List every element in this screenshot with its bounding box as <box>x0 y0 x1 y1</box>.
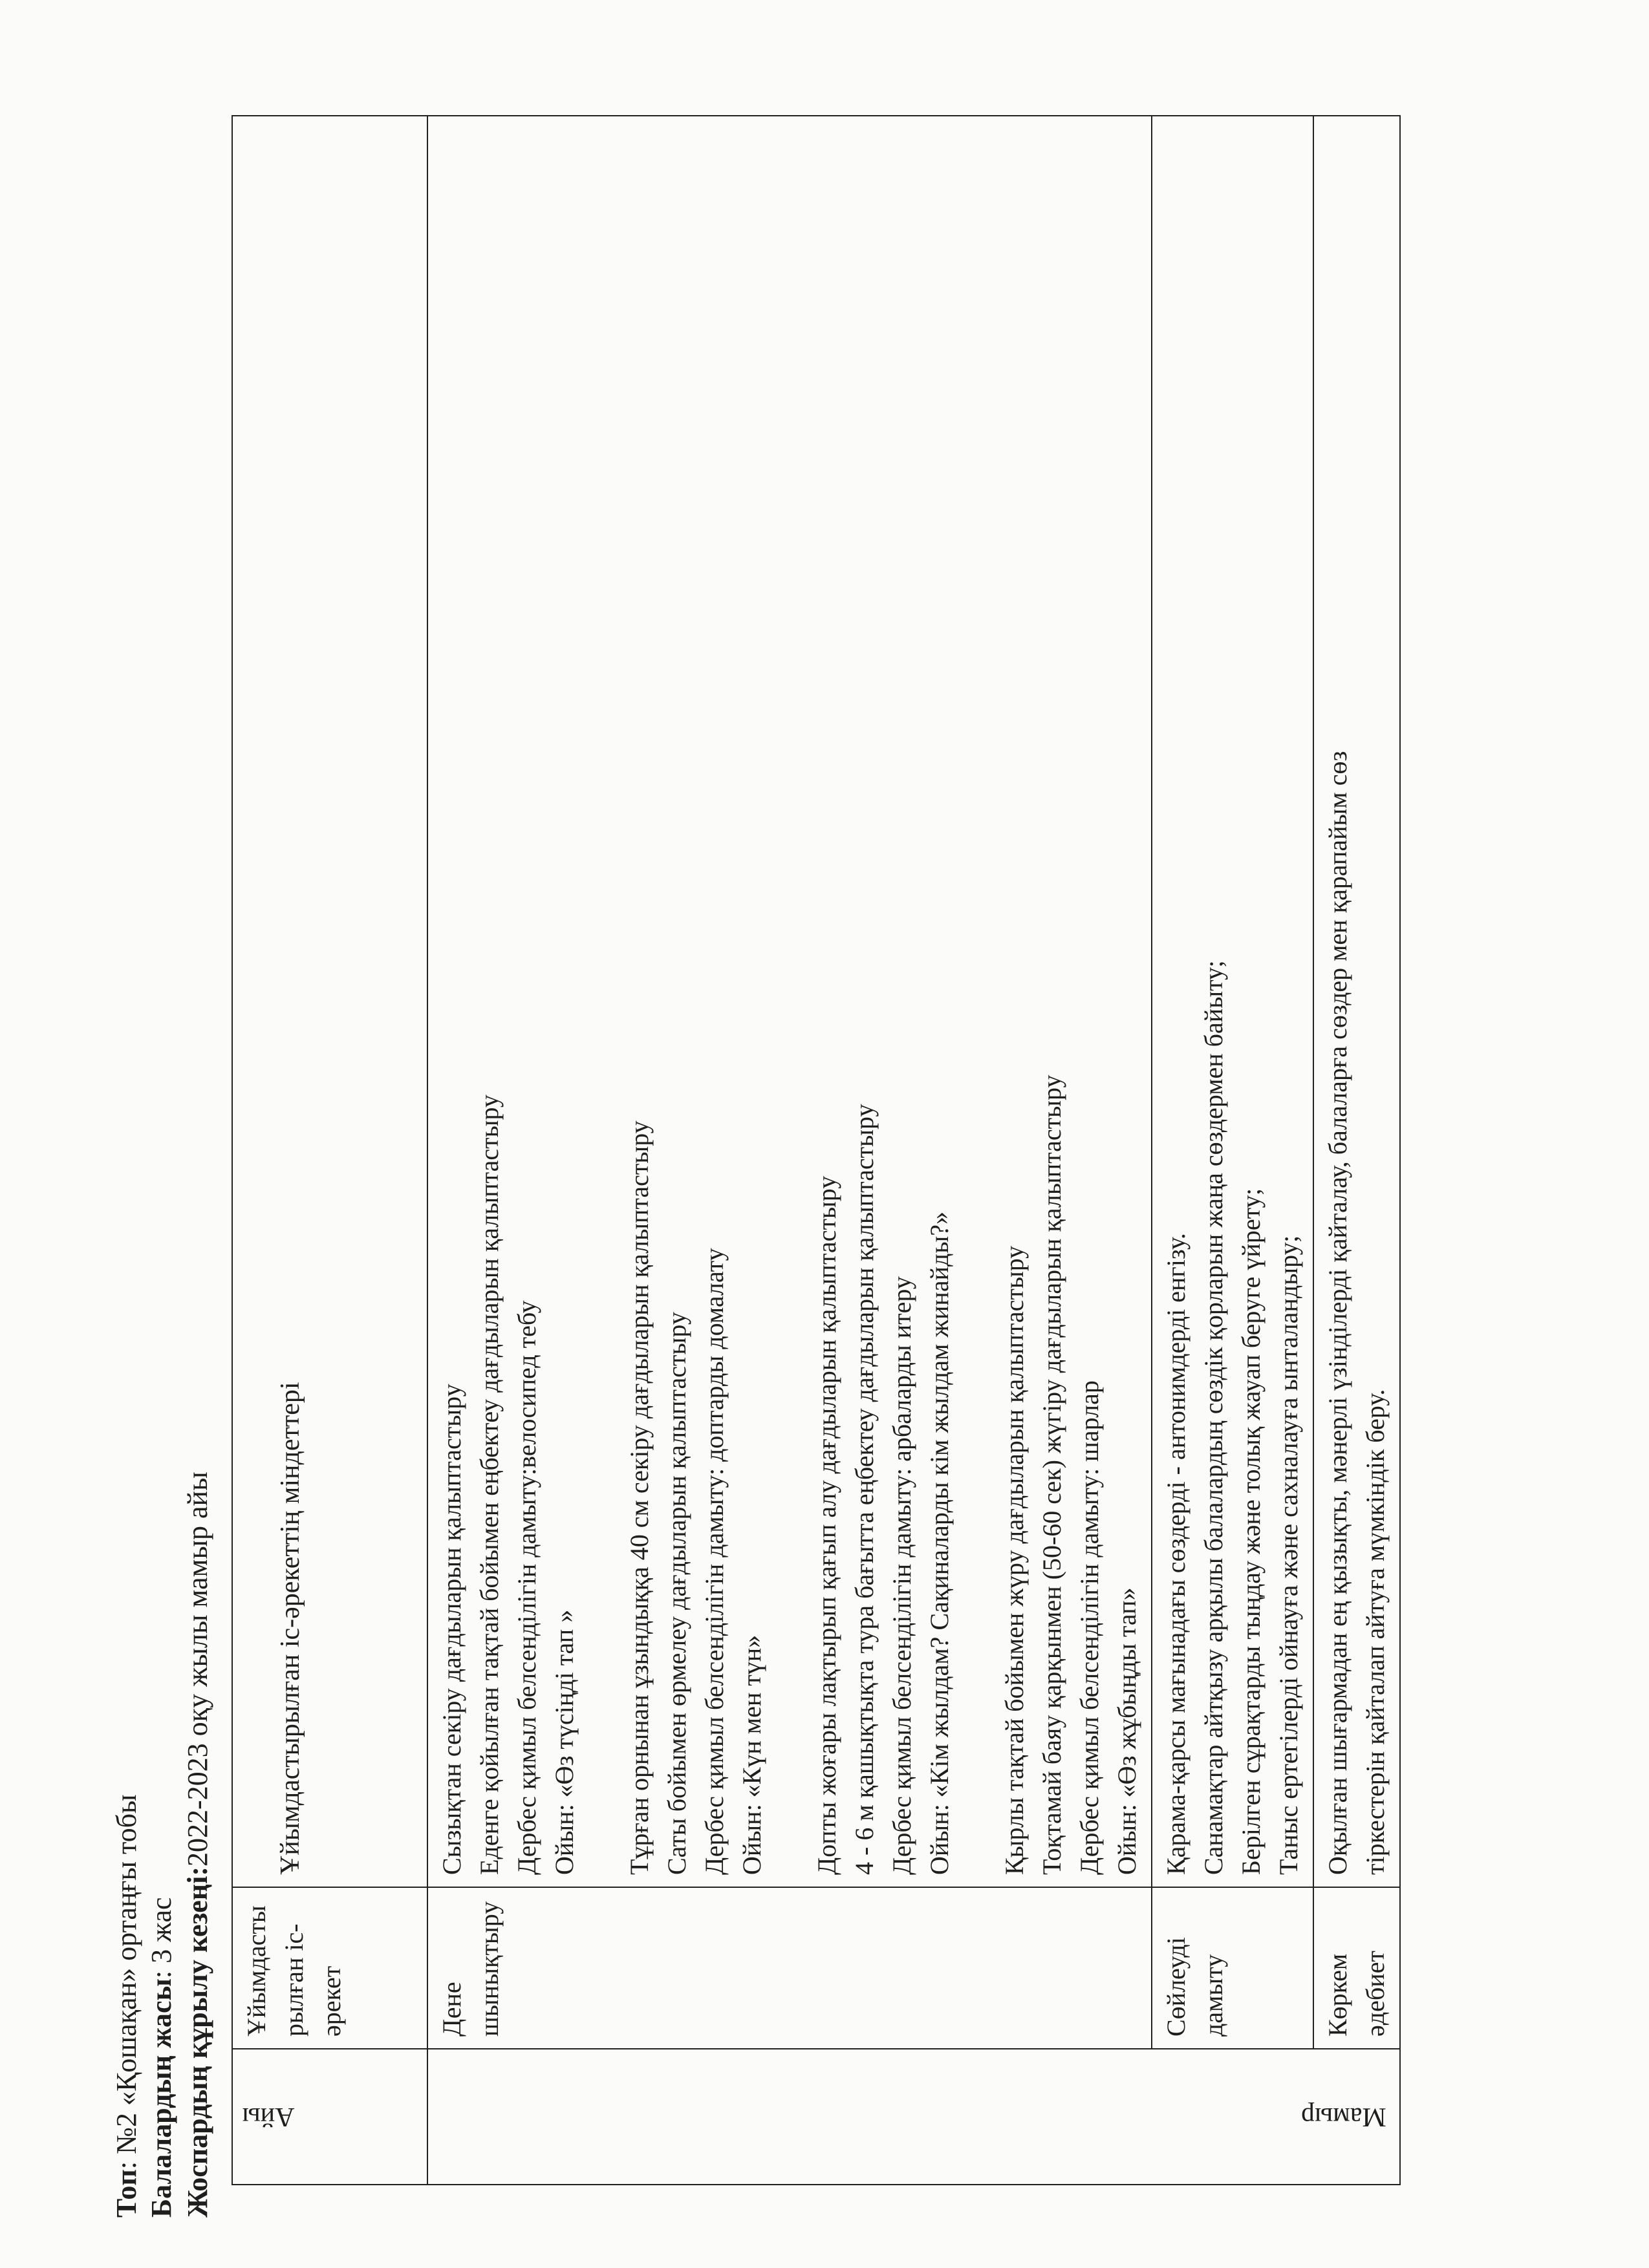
month-header-cell <box>232 2049 427 2185</box>
task-line: Дербес қимыл белсенділігін дамыту: доптарды домалату <box>700 1248 729 1875</box>
task-line: Қарама-қарсы мағынадағы сөздерді - антонимдерді енгізу. <box>1161 1233 1191 1875</box>
task-line: Оқылған шығармадан ең қызықты, мәнерлі үзінділерді қайталау, балаларға сөздер мен қарапайым сөз <box>1323 751 1352 1875</box>
activity-cell <box>1152 1887 1313 2049</box>
task-line: Допты жоғары лақтырып қағып алу дағдыларын қалыптастыру <box>812 1175 841 1875</box>
group-label: Топ <box>111 2169 142 2218</box>
task-line: 4 - 6 м қашықтықта тура бағытта еңбектеу дағдыларын қалыптастыру <box>850 1104 879 1875</box>
table-row <box>1152 116 1313 2185</box>
task-line: Таныс ертегілерді ойнауға және сахналауға ынталандыру; <box>1274 1235 1303 1875</box>
task-line: Ойын: «Өз түсіңді тап » <box>550 1609 579 1875</box>
tasks-header-cell <box>232 116 427 1887</box>
task-line: Дербес қимыл белсенділігін дамыту: шарлар <box>1075 1380 1104 1875</box>
task-line: Еденге қойылған тақтай бойымен еңбектеу дағдыларын қалыптастыру <box>475 1095 504 1875</box>
activity-cell <box>427 1887 1152 2049</box>
age-line <box>145 1897 178 2218</box>
month-cell <box>427 2049 1400 2185</box>
age-value: : 3 жас <box>146 1897 177 1979</box>
period-label: Жоспардың құрылу кезеңі: <box>182 1866 213 2218</box>
period-value: 2022-2023 оқу жылы мамыр айы <box>182 1471 213 1867</box>
table-header-row <box>232 116 427 2185</box>
task-line: Қырлы тақтай бойымен жүру дағдыларын қалыптастыру <box>1000 1245 1029 1875</box>
task-line: тіркестерін қайталап айтуға мүмкіндік беру. <box>1361 1389 1390 1875</box>
group-value: : №2 «Қошақан» ортаңғы тобы <box>111 1794 142 2170</box>
age-label: Балалардың жасы <box>146 1978 177 2218</box>
month-label: Мамыр <box>1301 2102 1386 2132</box>
tasks-cell <box>1152 116 1313 1887</box>
activity-header-label: Ұйымдасты рылған іс-әрекет <box>242 1905 346 2037</box>
task-line: Дербес қимыл белсенділігін дамыту:велосипед тебу <box>512 1300 541 1875</box>
block-spacer <box>771 128 808 1875</box>
task-line: Санамақтар айтқызу арқылы балалардың сөздік қорларын жаңа сөздермен байыту; <box>1199 960 1228 1875</box>
activity-label: Көркем әдебиет <box>1323 1951 1390 2037</box>
period-line <box>181 1471 215 2218</box>
month-header-label: Айы <box>242 2102 295 2132</box>
tasks-header-label: Ұйымдастырылған іс-әрекеттің міндеттері <box>275 1382 305 1875</box>
task-line: Ойын: «Өз жұбыңды тап» <box>1112 1587 1141 1875</box>
activity-header-cell <box>232 1887 427 2049</box>
task-line: Берілген сұрақтарды тыңдау және толық жауап беруге үйрету; <box>1236 1188 1266 1875</box>
task-line: Саты бойымен өрмелеу дағдыларын қалыптастыру <box>662 1312 691 1875</box>
task-line: Дербес қимыл белсенділігін дамыту: арбаларды итеру <box>887 1276 916 1875</box>
task-line: Тоқтамай баяу қарқынмен (50-60 сек) жүгіру дағдыларын қалыптастыру <box>1037 1075 1066 1875</box>
tasks-cell <box>1313 116 1400 1887</box>
plan-table <box>232 115 1401 2185</box>
group-line <box>110 1794 144 2218</box>
task-line: Ойын: «Кім жылдам? Сақиналарды кім жылдам жинайды?» <box>925 1212 954 1875</box>
block-spacer <box>583 128 621 1875</box>
task-line: Ойын: «Күн мен түн» <box>737 1634 766 1875</box>
task-line: Сызықтан секіру дағдыларын қалыптастыру <box>437 1384 466 1875</box>
block-spacer <box>958 128 996 1875</box>
task-line: Тұрған орнынан ұзындыққа 40 см секіру дағдыларын қалыптастыру <box>625 1120 654 1875</box>
tasks-cell <box>427 116 1152 1887</box>
rotated-page <box>26 112 1490 2243</box>
table-row <box>1313 116 1400 2185</box>
activity-label: Дене шынықтыру <box>437 1901 504 2037</box>
activity-cell <box>1313 1887 1400 2049</box>
activity-label: Сөйлеуді дамыту <box>1161 1937 1228 2037</box>
table-row <box>427 116 1152 2185</box>
